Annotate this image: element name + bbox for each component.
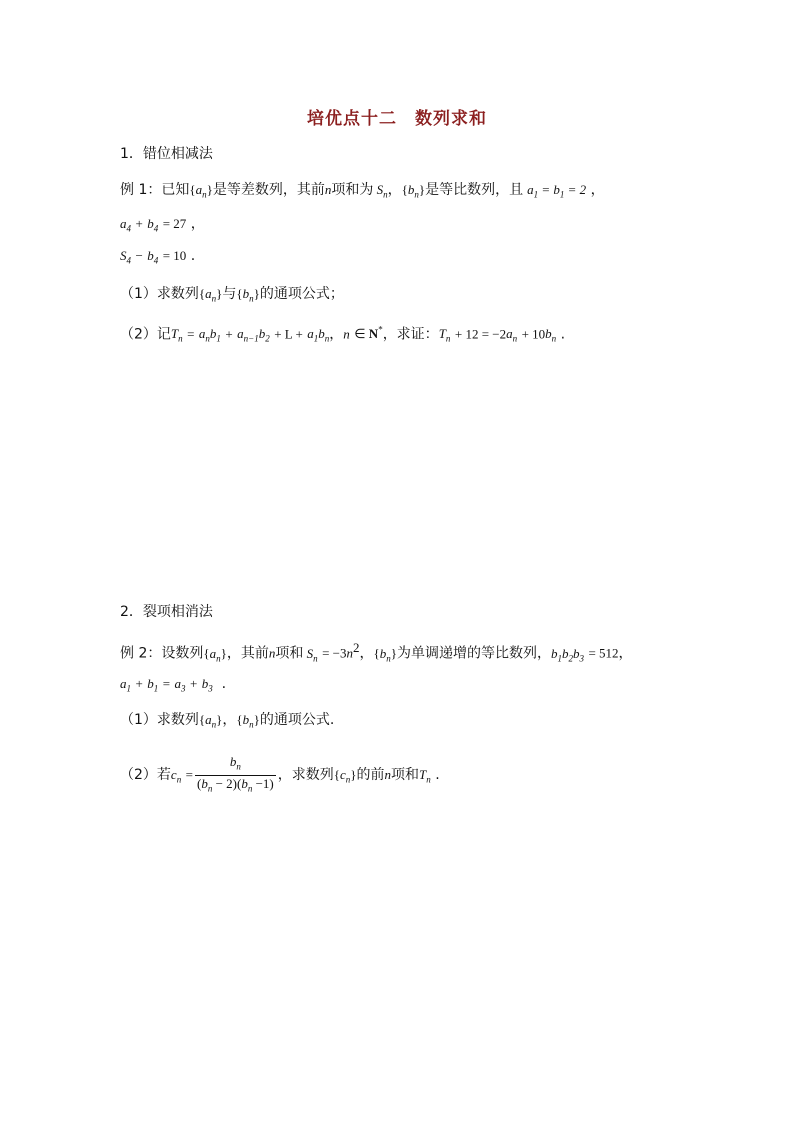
example-2-prefix: 例 2：设数列	[120, 645, 204, 662]
q2-1-suffix: 的通项公式.	[259, 712, 335, 728]
q1-2-comma: ，	[329, 326, 344, 343]
q1-1-prefix: （1）求数列	[120, 286, 199, 302]
example-1-sum-text: 项和为	[331, 182, 374, 198]
example-2-first-n: ，其前	[226, 645, 269, 662]
q1-2-prove: ，求证：	[382, 326, 439, 343]
q2-1-comma: ，	[222, 712, 237, 728]
section-1-heading: 1．错位相减法	[120, 146, 213, 162]
question-2-1: （1）求数列$\{a_n\}$，$\{b_n\}$的通项公式.	[120, 712, 335, 730]
condition-period: .	[221, 676, 227, 692]
q1-2-end: .	[560, 326, 566, 343]
question-1-1: （1）求数列$\{a_n\}$与$\{b_n\}$的通项公式；	[120, 286, 344, 304]
question-2-2: （2）若$c_n$ = $\frac{b_n}{(b_n - 2)(b_n -1)}$ ，求数列$\{c_n\}$的前n项和$T_n$ .	[120, 754, 440, 796]
condition-a4-b4: $a_4 + b_4 = 27$ ，	[120, 216, 205, 234]
example-2-sum: 项和	[275, 645, 304, 662]
question-1-2: （2）记$T_n = a_nb_1 + a_{n-1}b_2 + L + a_1b_n$，n ∈ N*，求证：$T_n + 12 = -2a_n + 10b_n$ .	[120, 325, 566, 344]
q2-2-end: .	[435, 767, 440, 784]
page-title: 培优点十二 数列求和	[307, 109, 487, 129]
example-2-comma: ，	[618, 645, 633, 662]
condition-s4-b4: $S_4 - b_4 = 10$ .	[120, 248, 196, 266]
q2-2-prefix: （2）若	[120, 767, 171, 784]
q1-1-and: 与	[222, 286, 237, 302]
q2-2-mid: ，求数列	[277, 767, 334, 784]
q2-2-sum: 项和	[391, 767, 420, 784]
condition-a1-b1: $a_1 + b_1 = a_3 + b_3$ .	[120, 676, 227, 694]
q1-1-suffix: 的通项公式；	[259, 286, 344, 302]
section-2-heading: 2．裂项相消法	[120, 604, 213, 620]
q2-2-first: 的前	[356, 767, 385, 784]
example-1-geo-text: 是等比数列，且	[425, 182, 524, 198]
q2-1-prefix: （1）求数列	[120, 712, 199, 728]
q1-2-prefix: （2）记	[120, 326, 171, 343]
example-2-mono: 为单调递增的等比数列，	[396, 645, 551, 662]
example-2-statement: 例 2：设数列$\{a_n\}$，其前n项和 $S_n = -3n^2$，$\{b_n\}$为单调递增的等比数列，$b_1b_2b_3 = 512$，	[120, 640, 633, 664]
example-1-prefix: 例 1：已知	[120, 182, 190, 198]
example-1-statement: 例 1：已知$\{a_n\}$是等差数列，其前n项和为 $S_n$，$\{b_n\}$是等比数列，且 $a_1 = b_1 = 2$ ，	[120, 182, 605, 200]
fraction-cn: $\frac{b_n}{(b_n - 2)(b_n -1)}$	[197, 754, 274, 794]
example-1-arith-text: 是等差数列，其前	[212, 182, 325, 198]
